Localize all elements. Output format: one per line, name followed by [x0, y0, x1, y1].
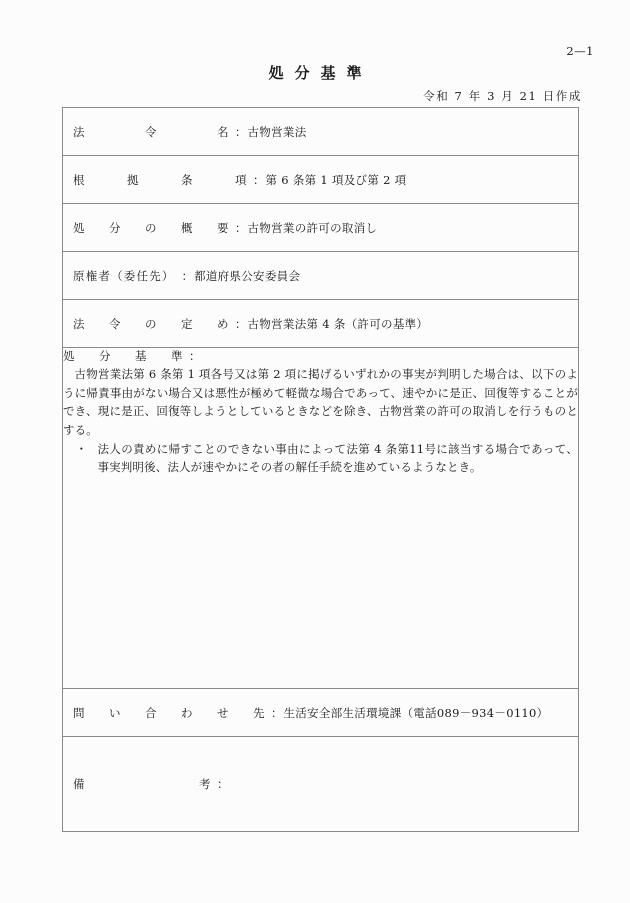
creation-date: 令和 7 年 3 月 21 日作成 — [423, 89, 582, 103]
legal-basis-label: 根 拠 条 項 — [73, 172, 253, 187]
contact-value: 生活安全部生活環境課（電話089－934－0110） — [283, 705, 549, 720]
contact-cell — [63, 689, 579, 737]
authority-value: 都道府県公安委員会 — [194, 268, 301, 283]
law-name-cell — [63, 108, 579, 156]
disposition-summary-separator: ： — [235, 220, 247, 235]
bullet-icon: ・ — [75, 441, 88, 456]
law-name-separator: ： — [235, 124, 247, 139]
list-item — [76, 440, 578, 477]
disposition-criteria-table — [62, 107, 579, 832]
statutory-provision-value: 古物営業法第 4 条（許可の基準） — [247, 316, 429, 331]
disposition-summary-label: 処 分 の 概 要 — [73, 220, 235, 235]
criteria-cell — [63, 348, 579, 689]
table-row-law-name — [63, 108, 579, 156]
authority-separator: ： — [181, 268, 194, 283]
remarks-separator: ： — [217, 777, 229, 791]
contact-separator: ： — [271, 705, 283, 720]
authority-label: 原権者（委任先） — [73, 268, 182, 283]
table-row-remarks — [63, 737, 579, 832]
page-number: 2—1 — [566, 44, 594, 58]
criteria-heading: 処 分 基 準： — [63, 349, 207, 363]
table-row-contact — [63, 689, 579, 737]
legal-basis-value: 第 6 条第 1 項及び第 2 項 — [265, 172, 407, 187]
statutory-provision-label: 法 令 の 定 め — [73, 316, 235, 331]
contact-label: 問 い 合 わ せ 先 — [73, 705, 271, 720]
statutory-provision-cell — [63, 300, 579, 348]
disposition-summary-cell — [63, 204, 579, 252]
table-row-statutory-provision — [63, 300, 579, 348]
disposition-summary-value: 古物営業の許可の取消し — [247, 220, 378, 235]
criteria-paragraph: 古物営業法第 6 条第 1 項各号又は第 2 項に掲げるいずれかの事実が判明した場合は、以下のように帰責事由がない場合又は悪性が極めて軽微な場合であって、速やかに是正、回復等することができ、現に是正、回復等しようとしているときなどを除き、古物営業の許可の取消しを行うものとする。 — [63, 367, 578, 437]
legal-basis-separator: ： — [253, 172, 265, 187]
authority-cell — [63, 252, 579, 300]
criteria-exception-list — [63, 440, 578, 477]
table-row-criteria — [63, 348, 579, 689]
legal-basis-cell — [63, 156, 579, 204]
table-row-authority — [63, 252, 579, 300]
list-item-text: 法人の責めに帰すことのできない事由によって法第 4 条第11号に該当する場合であって、事実判明後、法人が速やかにその者の解任手続を進めているようなとき。 — [97, 441, 578, 475]
statutory-provision-separator: ： — [235, 316, 247, 331]
law-name-label: 法 令 名 — [73, 124, 235, 139]
table-row-legal-basis — [63, 156, 579, 204]
law-name-value: 古物営業法 — [247, 124, 307, 139]
remarks-label: 備 考 — [73, 777, 217, 791]
table-row-disposition-summary — [63, 204, 579, 252]
page-title: 処分基準 — [268, 64, 373, 82]
remarks-cell — [63, 737, 579, 832]
